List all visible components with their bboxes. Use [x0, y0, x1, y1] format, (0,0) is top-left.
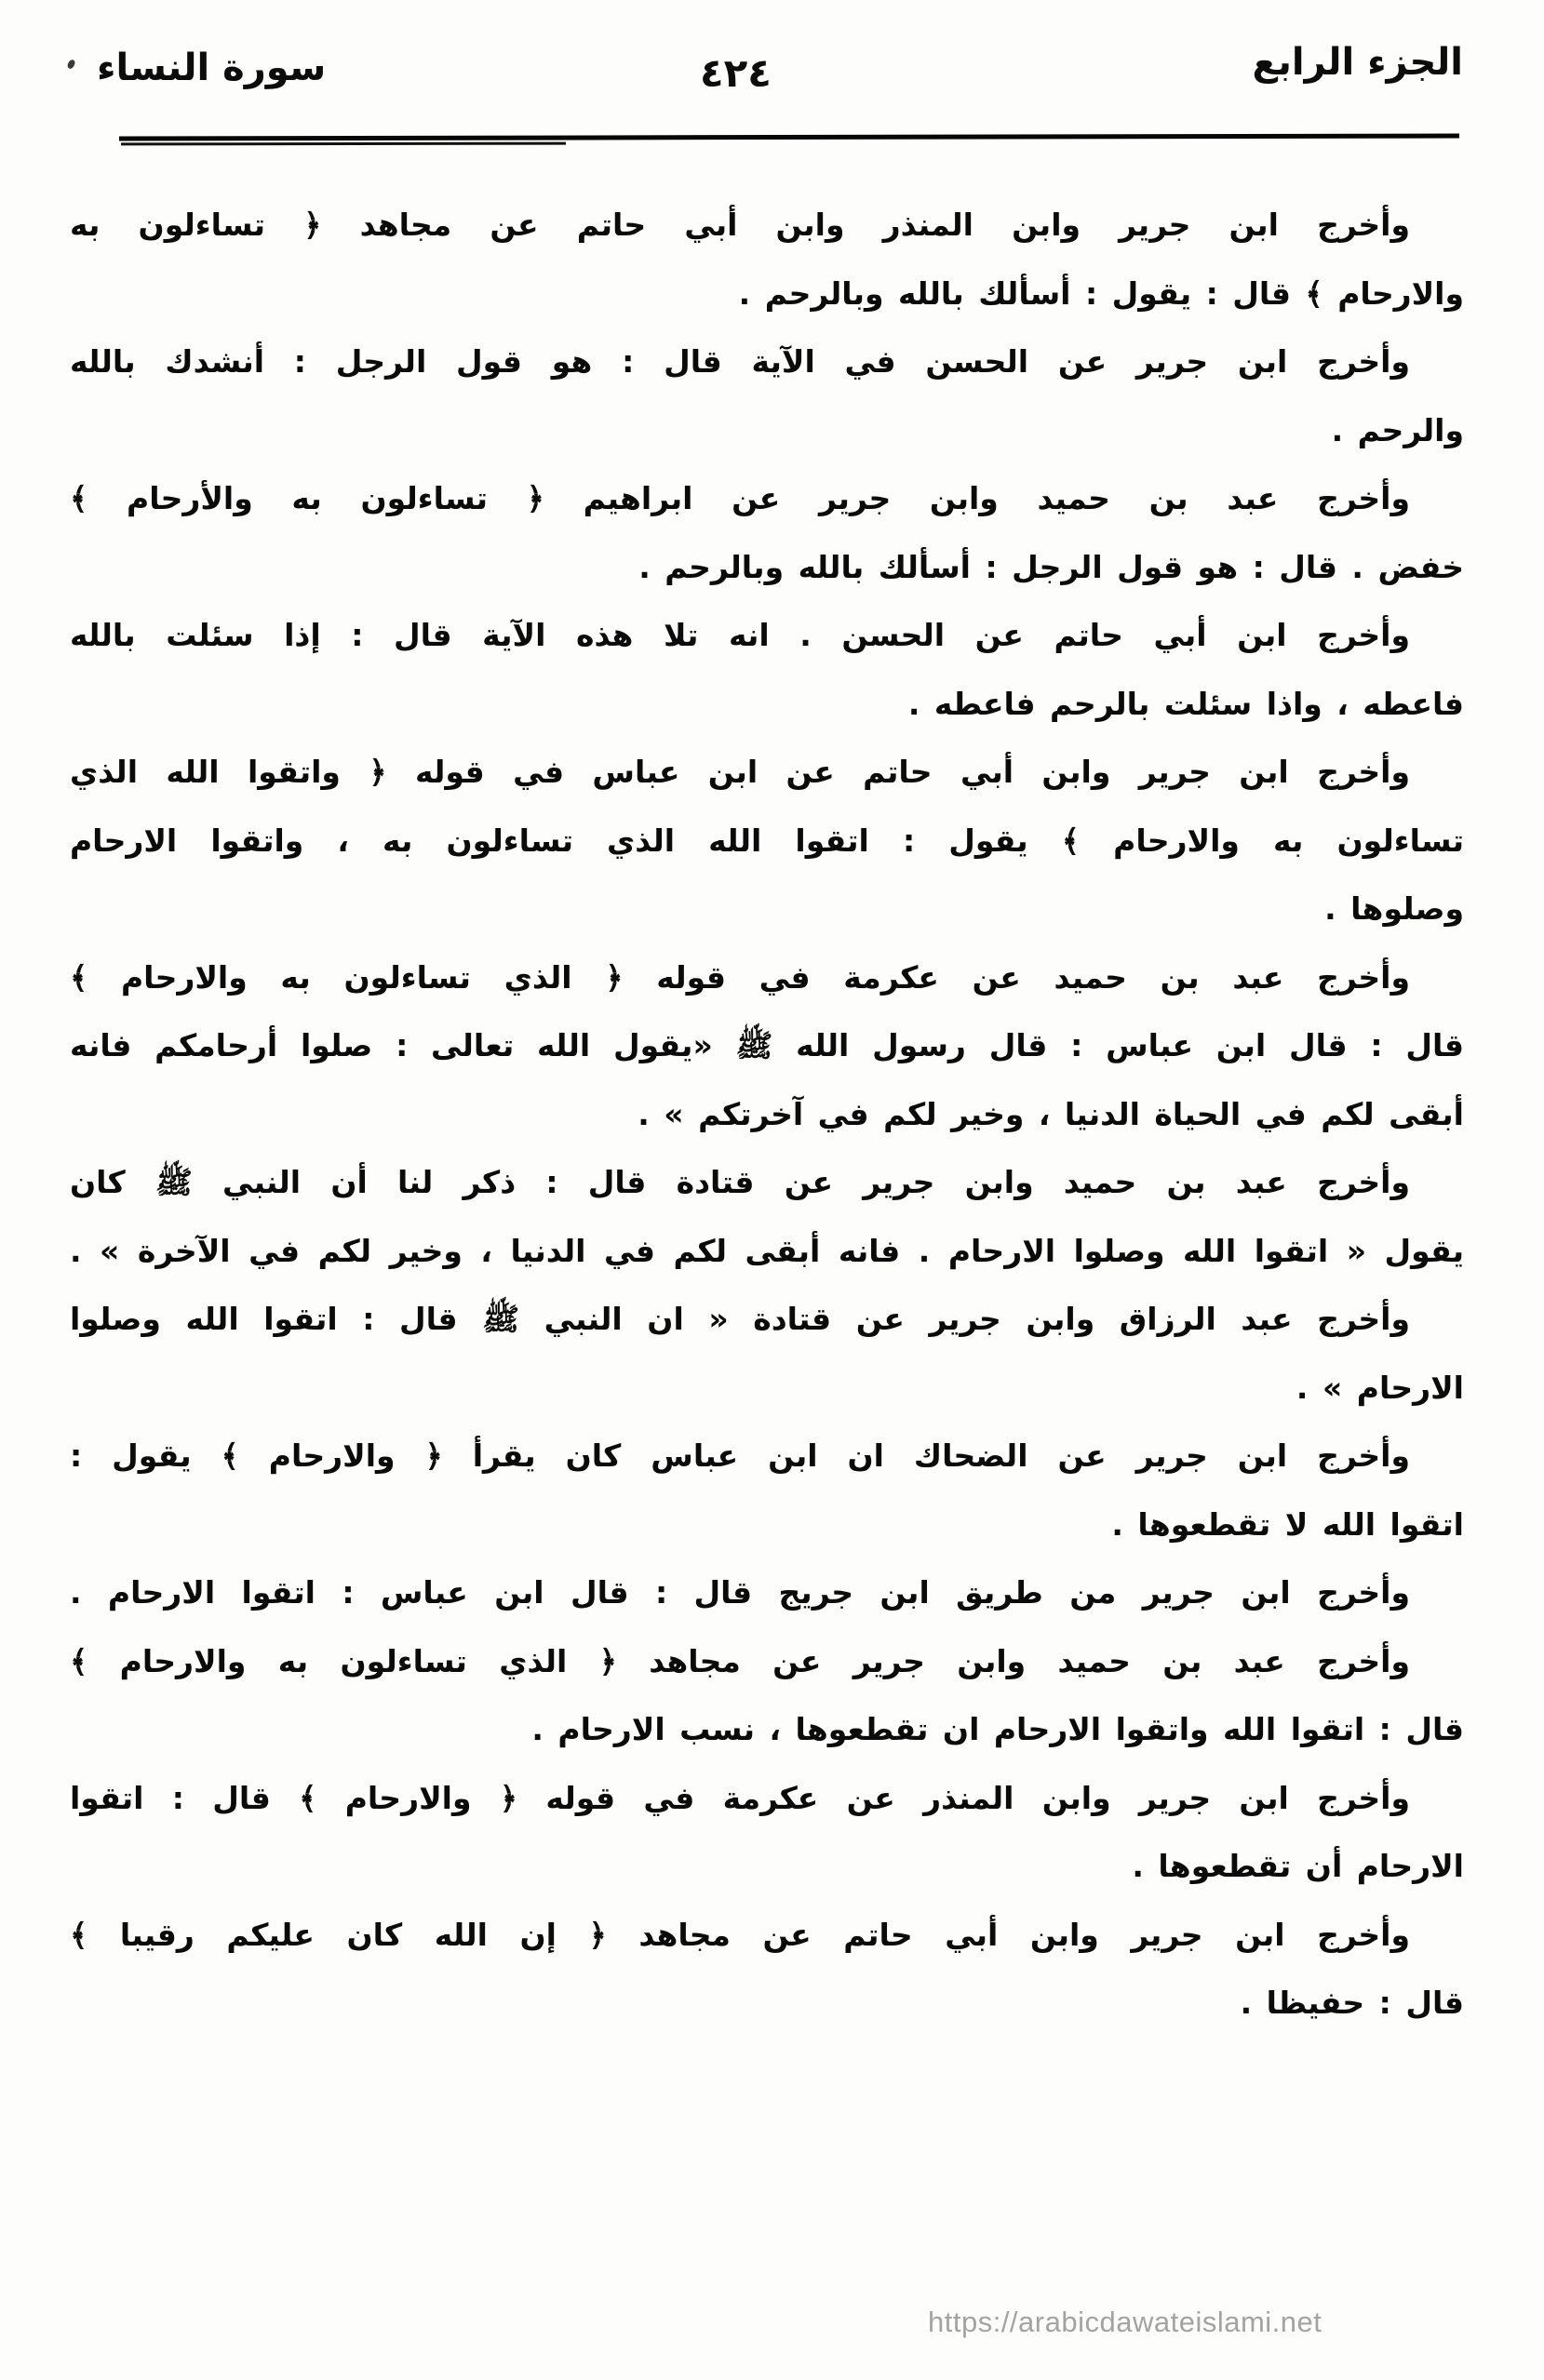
text-line: فاعطه ، واذا سئلت بالرحم فاعطه . — [907, 685, 1464, 722]
text-line: وأخرج عبد الرزاق وابن جرير عن قتادة « ان النبي ﷺ قال : اتقوا الله وصلوا — [70, 1301, 1410, 1337]
text-line: وأخرج ابن جرير وابن أبي حاتم عن ابن عباس في قوله ﴿ واتقوا الله الذي — [70, 754, 1410, 790]
text-line: وأخرج ابن جرير وابن المنذر وابن أبي حاتم عن مجاهد ﴿ تساءلون به — [70, 207, 1410, 243]
text-line: وأخرج ابن أبي حاتم عن الحسن . انه تلا هذه الآية قال : إذا سئلت بالله — [70, 617, 1410, 653]
text-line: الارحام أن تقطعوها . — [1132, 1848, 1464, 1884]
text-line: وأخرج ابن جرير عن الحسن في الآية قال : هو قول الرجل : أنشدك بالله — [70, 343, 1410, 380]
watermark-url: https://arabicdawateislami.net — [928, 2306, 1322, 2338]
text-line: يقول « اتقوا الله وصلوا الارحام . فانه أبقى لكم في الدنيا ، وخير لكم في الآخرة » . — [70, 1232, 1464, 1269]
text-line: وأخرج عبد بن حميد وابن جرير عن ابراهيم ﴿ تساءلون به والأرحام ﴾ — [70, 480, 1410, 516]
text-line: وأخرج ابن جرير عن الضحاك ان ابن عباس كان يقرأ ﴿ والارحام ﴾ يقول : — [70, 1437, 1410, 1474]
body-text-block — [70, 0, 1464, 2380]
text-line: وأخرج عبد بن حميد عن عكرمة في قوله ﴿ الذي تساءلون به والارحام ﴾ — [70, 958, 1410, 996]
header-surah-title: سورة النساء — [97, 47, 327, 89]
text-line: قال : قال ابن عباس : قال رسول الله ﷺ «يقول الله تعالى : صلوا أرحامكم فانه — [70, 1027, 1464, 1063]
text-line: والرحم . — [1331, 411, 1464, 448]
text-line: قال : اتقوا الله واتقوا الارحام ان تقطعوها ، نسب الارحام . — [531, 1711, 1464, 1747]
text-line: وأخرج ابن جرير وابن أبي حاتم عن مجاهد ﴿ إن الله كان عليكم رقيبا ﴾ — [70, 1916, 1410, 1953]
text-line: والارحام ﴾ قال : يقول : أسألك بالله وبالرحم . — [738, 274, 1464, 312]
text-line: اتقوا الله لا تقطعوها . — [1111, 1505, 1464, 1543]
text-line: أبقى لكم في الحياة الدنيا ، وخير لكم في آخرتكم » . — [638, 1095, 1464, 1132]
text-line: خفض . قال : هو قول الرجل : أسألك بالله وبالرحم . — [638, 548, 1464, 585]
text-line: وصلوها . — [1324, 890, 1464, 927]
text-line: قال : حفيظا . — [1240, 1985, 1464, 2021]
header-volume-title: الجزء الرابع — [1252, 41, 1463, 84]
text-line: وأخرج ابن جرير وابن المنذر عن عكرمة في قوله ﴿ والارحام ﴾ قال : اتقوا — [70, 1779, 1410, 1816]
text-line: الارحام » . — [1296, 1369, 1464, 1406]
text-line: وأخرج عبد بن حميد وابن جرير عن مجاهد ﴿ الذي تساءلون به والارحام ﴾ — [70, 1642, 1410, 1679]
text-line: تساءلون به والارحام ﴾ يقول : اتقوا الله الذي تساءلون به ، واتقوا الارحام — [70, 822, 1464, 859]
header-page-number: ٤٢٤ — [700, 50, 772, 96]
text-line: وأخرج عبد بن حميد وابن جرير عن قتادة قال : ذكر لنا أن النبي ﷺ كان — [70, 1164, 1410, 1200]
text-line: وأخرج ابن جرير من طريق ابن جريج قال : قال ابن عباس : اتقوا الارحام . — [70, 1574, 1410, 1611]
